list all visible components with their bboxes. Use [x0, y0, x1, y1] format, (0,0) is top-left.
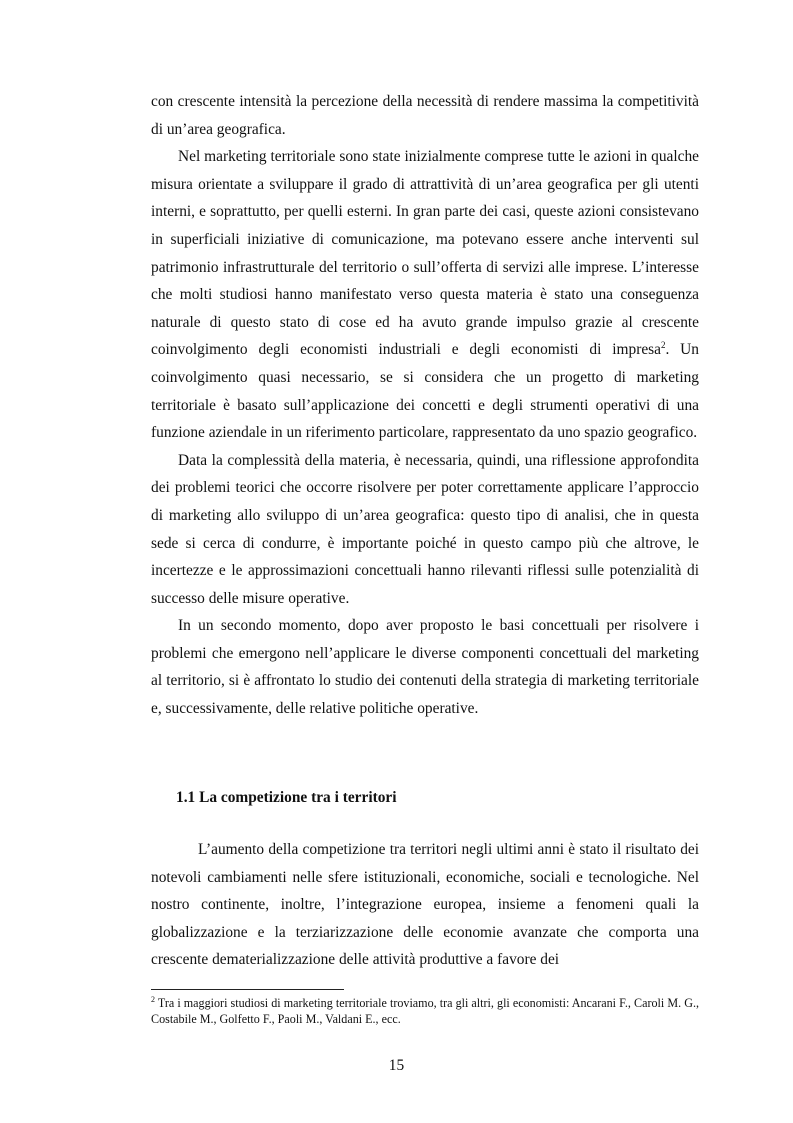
- footnote-marker: 2: [151, 995, 155, 1004]
- paragraph-secondo-momento: In un secondo momento, dopo aver proposto le basi concettuali per risolvere i problemi che emergono nell’applicare le diverse componenti concettuali del marketing al territorio, si è affrontato lo studio dei contenuti della strategia di marketing territoriale e, successivamente, delle relative politiche operative.: [151, 617, 699, 718]
- body-text: [151, 88, 699, 723]
- footnote-text: Tra i maggiori studiosi di marketing territoriale troviamo, tra gli altri, gli economisti: Ancarani F., Caroli M. G., Costabile M., Golfetto F., Paoli M., Valdani E., ecc.: [151, 996, 699, 1026]
- footnote-divider: [151, 989, 344, 990]
- page-number: 15: [388, 1057, 405, 1074]
- footnote-reference[interactable]: 2: [660, 340, 666, 351]
- paragraph-complessita: Data la complessità della materia, è necessaria, quindi, una riflessione approfondita dei problemi teorici che occorre risolvere per poter correttamente applicare l’approccio di marketing allo sviluppo di un’area geografica: questo tipo di analisi, che in questa sede si cerca di condurre, è importante poiché in questo campo più che altrove, le incertezze e le approssimazioni concettuali hanno rilevanti riflessi sulle potenzialità di successo delle misure operative.: [151, 451, 699, 607]
- paragraph-text: Nel marketing territoriale sono state inizialmente comprese tutte le azioni in qualche misura orientate a sviluppare il grado di attrattività di un’area geografica per gli utenti interni, e soprattutto, per quelli esterni. In gran parte dei casi, queste azioni consistevano in superficiali iniziative di comunicazione, ma potevano essere anche interventi sul patrimonio infrastrutturale del territorio o sull’offerta di servizi alle imprese. L’interesse che molti studiosi hanno manifestato verso questa materia è stato una conseguenza naturale di questo stato di cose ed ha avuto grande impulso grazie al crescente coinvolgimento degli economisti industriali e degli economisti di impresa: [151, 148, 699, 359]
- paragraph-continuation: con crescente intensità la percezione della necessità di rendere massima la competitività di un’area geografica.: [151, 93, 699, 138]
- paragraph-marketing-territoriale: [151, 143, 699, 447]
- footnote: [151, 995, 699, 1027]
- section-body: [151, 836, 699, 974]
- section-heading: 1.1 La competizione tra i territori: [176, 789, 397, 806]
- section-paragraph: L’aumento della competizione tra territori negli ultimi anni è stato il risultato dei notevoli cambiamenti nelle sfere istituzionali, economiche, sociali e tecnologiche. Nel nostro continente, inoltre, l’integrazione europea, insieme a fenomeni quali la globalizzazione e la terziarizzazione delle economie avanzate che comporta una crescente dematerializzazione delle attività produttive a favore dei: [151, 841, 699, 969]
- paragraph-text-continued: . Un coinvolgimento quasi necessario, se si considera che un progetto di marketing territoriale è basato sull’applicazione dei concetti e degli strumenti operativi di una funzione aziendale in un riferimento particolare, rappresentato da uno spazio geografico.: [151, 341, 699, 442]
